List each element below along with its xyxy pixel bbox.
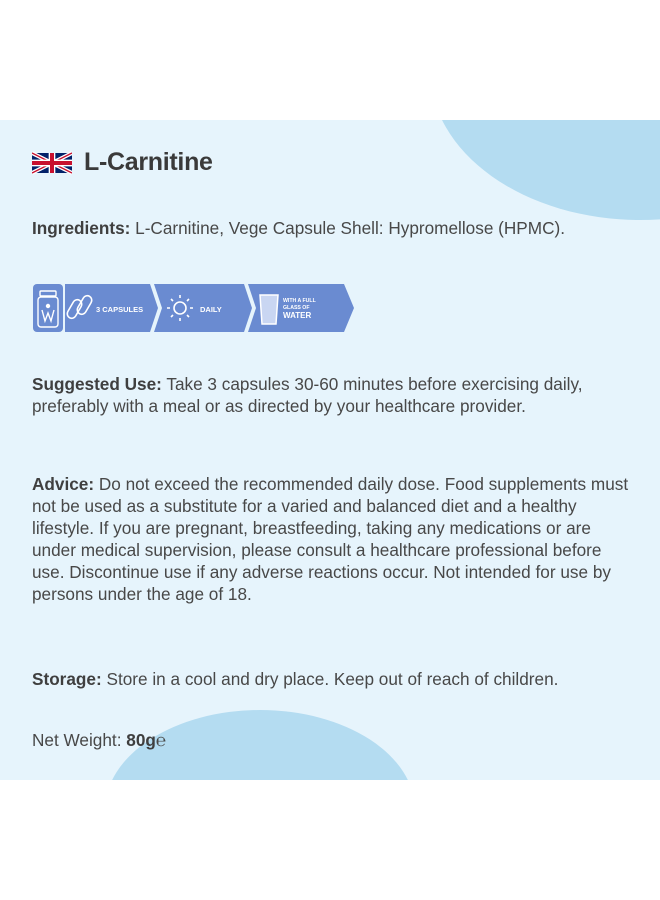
usage-instructions-strip <box>32 283 362 333</box>
advice-text: Do not exceed the recommended daily dose. Food supplements must not be used as a substitute for a varied and balanced diet and a healthy lifestyle. If you are pregnant, breastfeeding, taking any medications or are under medical supervision, please consult a healthcare professional before use. Discontinue use if any adverse reactions occur. Not intended for use by persons under the age of 18. <box>32 474 629 604</box>
title-row <box>32 148 213 177</box>
advice-label: Advice: <box>32 474 95 494</box>
net-weight <box>32 730 166 751</box>
net-weight-value: 80g <box>126 730 156 750</box>
storage-text: Store in a cool and dry place. Keep out of reach of children. <box>101 669 559 689</box>
advice-section <box>32 473 632 605</box>
ingredients-text: L-Carnitine, Vege Capsule Shell: Hypromellose (HPMC). <box>130 218 565 238</box>
suggested-use-label: Suggested Use: <box>32 374 162 394</box>
product-info-card <box>0 120 660 780</box>
suggested-use-section <box>32 373 632 417</box>
suggested-use-text: Take 3 capsules 30-60 minutes before exercising daily, preferably with a meal or as directed by your healthcare provider. <box>32 374 583 416</box>
water-line1: WITH A FULL <box>283 298 316 304</box>
ingredients-label: Ingredients: <box>32 218 131 238</box>
product-title: L-Carnitine <box>84 148 213 176</box>
capsules-label: 3 CAPSULES <box>96 305 144 314</box>
uk-flag-icon <box>32 150 72 176</box>
water-line2: GLASS OF <box>283 305 310 311</box>
water-line3: WATER <box>283 311 312 320</box>
daily-label: DAILY <box>200 305 222 314</box>
net-weight-label: Net Weight: <box>32 730 127 750</box>
estimated-sign-icon: ℮ <box>155 730 167 750</box>
storage-label: Storage: <box>32 669 102 689</box>
ingredients-section <box>32 217 632 239</box>
decorative-circle-top-right <box>430 120 660 220</box>
glass-icon <box>260 295 278 324</box>
storage-section <box>32 668 632 690</box>
